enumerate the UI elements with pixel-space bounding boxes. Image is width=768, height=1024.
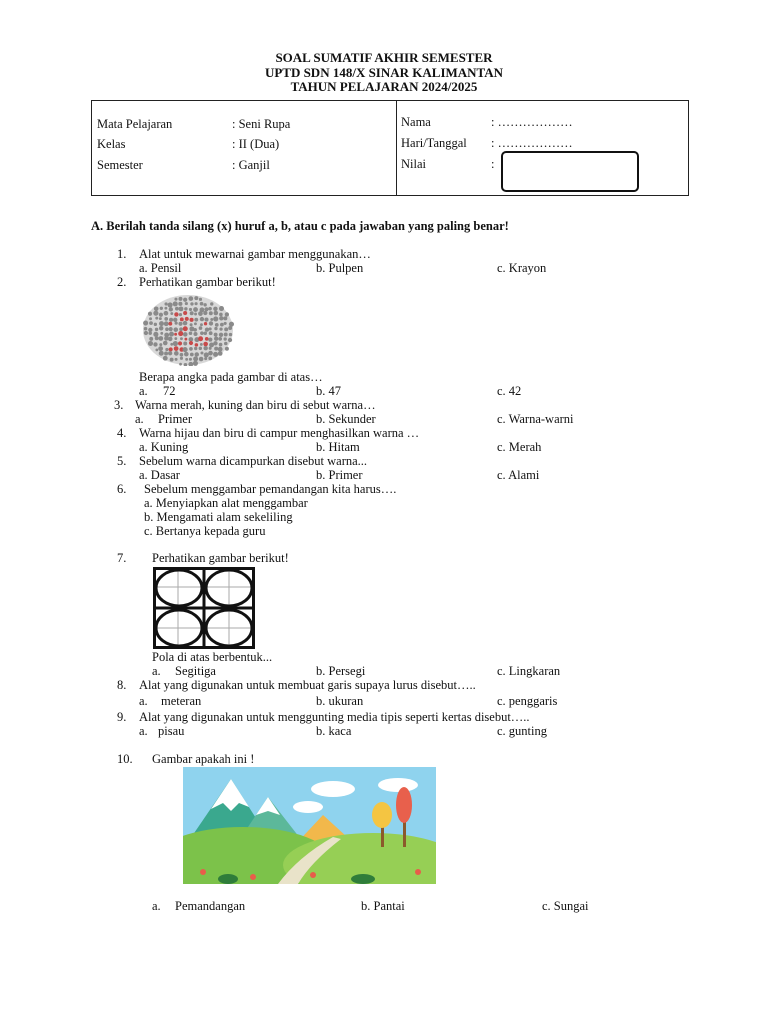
q1-option-c[interactable]: c. Krayon [497, 261, 547, 275]
q9-text: Alat yang digunakan untuk menggunting media tipis seperti kertas disebut….. [139, 710, 530, 724]
q4-option-c[interactable]: c. Merah [497, 440, 542, 454]
plate-dot [193, 307, 198, 312]
plate-dot [158, 346, 163, 351]
plate-dot [188, 296, 193, 301]
plate-dot [183, 321, 188, 326]
plate-dot [219, 316, 223, 320]
plate-dot [149, 317, 152, 320]
q1-text: Alat untuk mewarnai gambar menggunakan… [139, 247, 371, 261]
q6-option-c[interactable]: c. Bertanya kepada guru [144, 524, 266, 538]
plate-dot [209, 331, 213, 335]
plate-dot [204, 322, 207, 325]
plate-dot [208, 338, 212, 342]
plate-dot [185, 358, 188, 361]
plate-dot [214, 311, 219, 316]
plate-dot [209, 311, 213, 315]
plate-dot [148, 331, 152, 335]
q9-option-a[interactable]: pisau [158, 724, 185, 738]
plate-dot [223, 316, 227, 320]
plate-dot [229, 333, 232, 336]
plate-dot [193, 361, 198, 366]
q7-option-c[interactable]: c. Lingkaran [497, 664, 561, 678]
plate-dot [175, 307, 179, 311]
q7-number: 7. [117, 551, 127, 565]
plate-dot [203, 346, 207, 350]
plate-dot [190, 353, 194, 357]
plate-dot [148, 328, 152, 332]
plate-dot [209, 327, 212, 330]
plate-dot [195, 343, 199, 347]
q4-number: 4. [117, 426, 127, 440]
plate-dot [203, 331, 207, 335]
q4-option-b[interactable]: b. Hitam [316, 440, 360, 454]
plate-dot [219, 306, 224, 311]
plate-dot [170, 358, 174, 362]
q6-option-a[interactable]: a. Menyiapkan alat menggambar [144, 496, 308, 510]
q7-option-b[interactable]: b. Persegi [316, 664, 366, 678]
plate-dot [155, 328, 158, 331]
q10-option-c[interactable]: c. Sungai [542, 899, 589, 913]
q8-text: Alat yang digunakan untuk membuat garis supaya lurus disebut….. [139, 678, 476, 692]
plate-dot [189, 308, 192, 311]
plate-dot [163, 356, 168, 361]
plate-dot [163, 341, 168, 346]
plate-dot [174, 337, 177, 340]
semester-label: Semester [97, 158, 143, 172]
circle-pattern-image [153, 567, 255, 649]
q9-number: 9. [117, 710, 127, 724]
plate-dot [215, 323, 219, 327]
plate-dot [182, 347, 187, 352]
plate-dot [164, 307, 167, 310]
plate-dot [164, 352, 168, 356]
plate-dot [190, 311, 194, 315]
plate-dot [200, 323, 203, 326]
plate-dot [200, 317, 204, 321]
plate-dot [175, 358, 178, 361]
q5-option-c[interactable]: c. Alami [497, 468, 540, 482]
q10-text: Gambar apakah ini ! [152, 752, 255, 766]
plate-dot [218, 337, 222, 341]
plate-dot [190, 302, 193, 305]
q8-option-c[interactable]: c. penggaris [497, 694, 558, 708]
plate-dot [159, 326, 164, 331]
q2-option-c[interactable]: c. 42 [497, 384, 522, 398]
plate-dot [213, 316, 218, 321]
plate-dot [179, 306, 184, 311]
plate-dot [199, 326, 203, 330]
plate-dot [159, 321, 164, 326]
plate-dot [169, 318, 173, 322]
plate-dot [214, 337, 218, 341]
q8-option-b[interactable]: b. ukuran [316, 694, 364, 708]
hari-tanggal-field[interactable]: : ……………… [491, 136, 573, 150]
exam-title: SOAL SUMATIF AKHIR SEMESTER [275, 50, 493, 65]
q2-option-a-letter[interactable]: a. [139, 384, 148, 398]
plate-dot [219, 333, 223, 337]
plate-dot [189, 331, 193, 335]
plate-dot [194, 296, 198, 300]
q3-option-c[interactable]: c. Warna-warni [497, 412, 574, 426]
q2-option-b[interactable]: b. 47 [316, 384, 341, 398]
q7-option-a[interactable]: Segitiga [175, 664, 216, 678]
nama-label: Nama [401, 115, 431, 129]
plate-dot [153, 311, 158, 316]
kelas-label: Kelas [97, 137, 126, 151]
q8-option-a-letter[interactable]: a. [139, 694, 148, 708]
plate-dot [210, 318, 213, 321]
plate-dot [189, 341, 193, 345]
q3-text: Warna merah, kuning dan biru di sebut warna… [135, 398, 376, 412]
plate-dot [200, 302, 204, 306]
plate-dot [224, 322, 227, 325]
plate-dot [159, 336, 164, 341]
q2-option-a[interactable]: 72 [163, 384, 176, 398]
plate-dot [214, 333, 218, 337]
plate-dot [219, 343, 223, 347]
plate-dot [204, 307, 208, 311]
plate-dot [208, 351, 213, 356]
plate-dot [183, 332, 187, 336]
plate-dot [193, 332, 197, 336]
plate-dot [228, 338, 232, 342]
q10-option-a[interactable]: Pemandangan [175, 899, 246, 913]
plate-dot [224, 327, 228, 331]
nama-field[interactable]: : ……………… [491, 115, 573, 129]
mapel-label: Mata Pelajaran [97, 117, 173, 131]
plate-dot [198, 336, 203, 341]
plate-dot [209, 347, 212, 350]
nilai-score-box[interactable] [501, 151, 639, 192]
plate-dot [184, 338, 187, 341]
plate-dot [225, 312, 229, 316]
q8-option-a[interactable]: meteran [161, 694, 202, 708]
q9-option-c[interactable]: c. gunting [497, 724, 547, 738]
info-divider [396, 101, 397, 195]
plate-dot [183, 298, 187, 302]
plate-dot [218, 351, 223, 356]
plate-dot [190, 323, 193, 326]
plate-dot [194, 312, 197, 315]
plate-dot [185, 317, 189, 321]
plate-dot [203, 303, 206, 306]
q10-option-a-letter[interactable]: a. [152, 899, 161, 913]
plate-dot [168, 351, 172, 355]
plate-dot [179, 327, 183, 331]
plate-dot [170, 343, 173, 346]
plate-dot [200, 351, 203, 354]
plate-dot [165, 302, 168, 305]
plate-dot [223, 337, 226, 340]
plate-dot [164, 321, 169, 326]
q3-option-a[interactable]: Primer [158, 412, 193, 426]
q9-option-a-letter[interactable]: a. [139, 724, 148, 738]
plate-dot [160, 307, 163, 310]
plate-dot [143, 320, 148, 325]
plate-dot [168, 322, 172, 326]
q6-number: 6. [117, 482, 127, 496]
plate-dot [160, 332, 163, 335]
plate-dot [180, 353, 184, 357]
q2-text: Perhatikan gambar berikut! [139, 275, 276, 289]
plate-dot [205, 327, 209, 331]
plate-dot [154, 323, 157, 326]
plate-dot [200, 331, 204, 335]
plate-dot [225, 347, 229, 351]
plate-dot [185, 302, 188, 305]
plate-dot [175, 322, 178, 325]
plate-dot [144, 331, 148, 335]
plate-dot [199, 357, 204, 362]
plate-dot [184, 352, 189, 357]
plate-dot [144, 327, 148, 331]
plate-dot [155, 348, 158, 351]
plate-dot [183, 311, 187, 315]
plate-dot [164, 311, 169, 316]
plate-dot [214, 327, 217, 330]
plate-dot [190, 318, 194, 322]
plate-dot [155, 317, 158, 320]
plate-dot [178, 322, 182, 326]
q10-number: 10. [117, 752, 133, 766]
hari-tanggal-label: Hari/Tanggal [401, 136, 467, 150]
plate-dot [168, 302, 173, 307]
plate-dot [194, 318, 198, 322]
landscape-image [183, 767, 436, 884]
plate-dot [159, 313, 163, 317]
plate-dot [213, 352, 218, 357]
plate-dot [149, 321, 153, 325]
plate-dot [219, 327, 222, 330]
plate-dot [194, 347, 197, 350]
plate-dot [169, 347, 173, 351]
nilai-colon: : [491, 157, 495, 171]
semester-value: : Ganjil [232, 158, 270, 172]
plate-dot [214, 347, 218, 351]
school-year: TAHUN PELAJARAN 2024/2025 [290, 79, 478, 94]
plate-dot [159, 317, 162, 320]
q3-option-a-letter[interactable]: a. [135, 412, 144, 426]
q6-text: Sebelum menggambar pemandangan kita harus…. [144, 482, 397, 496]
plate-dot [165, 327, 169, 331]
plate-dot [213, 307, 217, 311]
plate-dot [193, 328, 197, 332]
plate-dot [219, 313, 223, 317]
plate-dot [173, 318, 177, 322]
color-blind-test-image [142, 294, 234, 366]
plate-dot [208, 307, 212, 311]
plate-dot [174, 351, 179, 356]
q4-text: Warna hijau dan biru di campur menghasilkan warna … [139, 426, 420, 440]
plate-dot [194, 322, 197, 325]
plate-dot [168, 337, 173, 342]
q7-followup: Pola di atas berbentuk... [152, 650, 273, 664]
q7-text: Perhatikan gambar berikut! [152, 551, 289, 565]
plate-dot [178, 302, 182, 306]
plate-dot [204, 318, 208, 322]
plate-dot [178, 297, 182, 301]
plate-dot [148, 341, 153, 346]
plate-dot [224, 342, 228, 346]
plate-dot [149, 337, 153, 341]
plate-dot [204, 357, 207, 360]
q5-option-b[interactable]: b. Primer [316, 468, 363, 482]
plate-dot [173, 301, 178, 306]
plate-dot [165, 348, 168, 351]
q1-number: 1. [117, 247, 127, 261]
q6-option-b[interactable]: b. Mengamati alam sekeliling [144, 510, 293, 524]
q1-option-a[interactable]: a. Pensil [139, 261, 182, 275]
plate-dot [169, 307, 173, 311]
kelas-value: : II (Dua) [232, 137, 280, 151]
plate-dot [229, 322, 234, 327]
q4-option-a[interactable]: a. Kuning [139, 440, 189, 454]
q1-option-b[interactable]: b. Pulpen [316, 261, 364, 275]
plate-dot [148, 312, 152, 316]
plate-dot [169, 327, 173, 331]
plate-dot [189, 347, 193, 351]
plate-dot [218, 347, 223, 352]
plate-dot [153, 342, 157, 346]
plate-dot [224, 333, 228, 337]
plate-dot [228, 326, 232, 330]
plate-dot [204, 352, 209, 357]
plate-dot [173, 327, 178, 332]
q3-number: 3. [114, 398, 124, 412]
plate-dot [179, 363, 182, 366]
plate-dot [183, 326, 188, 331]
plate-dot [195, 302, 198, 305]
plate-dot [180, 337, 183, 340]
q2-followup: Berapa angka pada gambar di atas… [139, 370, 323, 384]
plate-dot [199, 298, 202, 301]
plate-dot [173, 341, 178, 346]
plate-dot [180, 317, 184, 321]
plate-dot [170, 312, 173, 315]
plate-dot [174, 312, 178, 316]
plate-dot [159, 343, 162, 346]
plate-dot [208, 356, 212, 360]
plate-dot [205, 337, 209, 341]
q7-option-a-letter[interactable]: a. [152, 664, 161, 678]
q5-option-a[interactable]: a. Dasar [139, 468, 180, 482]
plate-dot [184, 307, 187, 310]
plate-dot [178, 331, 183, 336]
plate-dot [154, 306, 159, 311]
mapel-value: : Seni Rupa [232, 117, 291, 131]
plate-dot [189, 358, 192, 361]
plate-dot [164, 317, 168, 321]
q8-number: 8. [117, 678, 127, 692]
plate-dot [200, 343, 203, 346]
section-a-instruction: A. Berilah tanda silang (x) huruf a, b, atau c pada jawaban yang paling benar! [91, 219, 509, 233]
plate-dot [153, 332, 158, 337]
school-name: UPTD SDN 148/X SINAR KALIMANTAN [264, 65, 504, 80]
q5-text: Sebelum warna dicampurkan disebut warna... [139, 454, 368, 468]
nilai-label: Nilai [401, 157, 426, 171]
plate-dot [180, 357, 183, 360]
q9-option-b[interactable]: b. kaca [316, 724, 352, 738]
plate-dot [199, 347, 202, 350]
plate-dot [209, 321, 213, 325]
plate-dot [174, 333, 177, 336]
plate-dot [159, 351, 164, 356]
plate-dot [183, 342, 187, 346]
q3-option-b[interactable]: b. Sekunder [316, 412, 376, 426]
plate-dot [210, 302, 213, 305]
plate-dot [203, 342, 208, 347]
plate-dot [193, 356, 198, 361]
plate-dot [179, 313, 182, 316]
tree-yellow [372, 802, 392, 828]
tree-red [396, 787, 412, 823]
q10-option-b[interactable]: b. Pantai [361, 899, 405, 913]
plate-dot [169, 332, 174, 337]
plate-dot [198, 311, 203, 316]
plate-dot [174, 346, 179, 351]
plate-dot [195, 352, 199, 356]
plate-dot [174, 298, 177, 301]
q2-number: 2. [117, 275, 127, 289]
plate-dot [220, 323, 224, 327]
plate-dot [203, 311, 207, 315]
plate-dot [189, 326, 194, 331]
plate-dot [155, 336, 159, 340]
plate-dot [178, 341, 182, 345]
q5-number: 5. [117, 454, 127, 468]
plate-dot [213, 341, 217, 345]
